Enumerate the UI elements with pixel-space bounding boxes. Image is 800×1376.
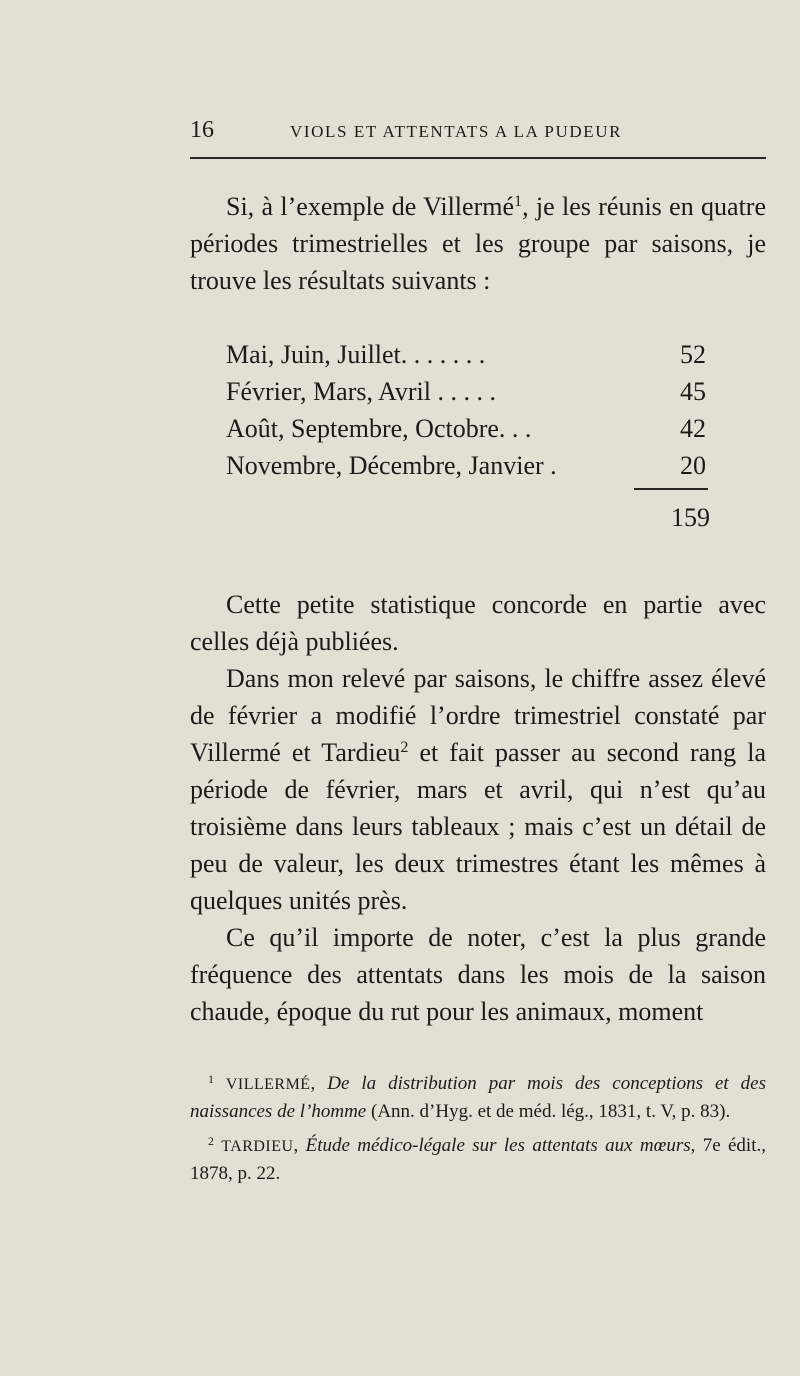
paragraph-intro [190, 188, 766, 299]
paragraph-statistics: Cette petite statistique concorde en partie avec celles déjà publiées. [190, 590, 766, 656]
footnote-marker: 1 [208, 1072, 214, 1086]
footnote-1 [190, 1070, 766, 1125]
footnote-sep: , [293, 1135, 306, 1156]
footnote-2 [190, 1132, 766, 1187]
footnote-ref-2: 2 [400, 739, 409, 757]
row-value: 52 [680, 340, 706, 369]
row-label: Août, Septembre, Octobre. . . [226, 414, 532, 443]
footnote-author: VILLERMÉ [225, 1076, 311, 1093]
footnote-author: TARDIEU [221, 1138, 294, 1155]
page-header [190, 117, 766, 147]
page-number: 16 [190, 117, 214, 143]
header-rule [190, 157, 766, 159]
row-value: 45 [680, 377, 706, 406]
paragraph-frequency: Ce qu’il importe de noter, c’est la plus grande fréquence des attentats dans les mois de la saison chaude, époque du rut pour les animaux, moment [190, 923, 766, 1026]
footnote-reference: (Ann. d’Hyg. et de méd. lég., 1831, t. V, p. 83). [366, 1101, 731, 1122]
intro-text-start: Si, à l’exemple de Villermé [226, 192, 514, 221]
table-row [226, 410, 706, 447]
row-label: Mai, Juin, Juillet. . . . . . . [226, 340, 486, 369]
footnote-title: Étude médico-légale sur les attentats aux mœurs [305, 1135, 691, 1156]
season-table [226, 336, 706, 484]
intro-text-end: , je les réunis en quatre périodes trimestrielles et les groupe par saisons, je trouve les résultats suivants : [190, 192, 767, 295]
table-row [226, 447, 706, 484]
table-row [226, 373, 706, 410]
seasons-text-start: Dans mon relevé par saisons, le chiffre assez élevé de février a modifié l’ordre trimestriel constaté par Villermé et Tardieu [190, 664, 766, 767]
row-label: Février, Mars, Avril . . . . . [226, 377, 496, 406]
row-label: Novembre, Décembre, Janvier . [226, 451, 557, 480]
footnotes [190, 1070, 766, 1187]
running-title: VIOLS ET ATTENTATS A LA PUDEUR [290, 122, 623, 141]
footnote-reference: , 7e édit., 1878, p. 22. [190, 1135, 766, 1184]
row-value: 20 [680, 451, 706, 480]
row-value: 42 [680, 414, 706, 443]
footnote-marker: 2 [208, 1134, 214, 1148]
total-rule [634, 488, 708, 490]
footnote-title: De la distribution par mois des conceptions et des naissances de l’homme [190, 1073, 766, 1122]
footnote-sep: , [310, 1073, 328, 1094]
paragraph-seasons [190, 660, 766, 919]
table-row [226, 336, 706, 373]
table-total: 159 [671, 503, 710, 532]
seasons-text-end: et fait passer au second rang la période de février, mars et avril, qui n’est qu’au troisième dans leurs tableaux ; mais c’est un détail de peu de valeur, les deux trimestres étant les mêmes à quelques unités près. [190, 738, 766, 915]
footnote-ref-1: 1 [514, 193, 523, 211]
